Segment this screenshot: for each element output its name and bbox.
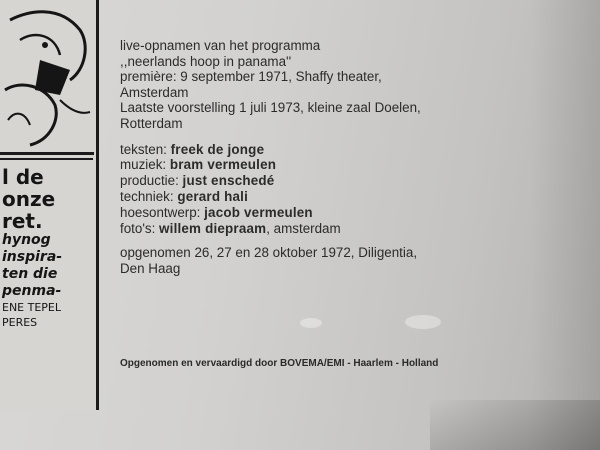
sleeve-credits bbox=[120, 38, 580, 277]
credit-suffix: , amsterdam bbox=[266, 220, 341, 236]
comic-strip bbox=[0, 0, 99, 410]
credit-value: jacob vermeulen bbox=[204, 204, 313, 220]
header-line: live-opnamen van het programma bbox=[120, 38, 321, 53]
credit-value: gerard hali bbox=[177, 188, 248, 204]
credit-label: hoesontwerp: bbox=[120, 204, 205, 220]
credit-productie bbox=[120, 173, 580, 189]
comic-line: l de bbox=[2, 165, 44, 189]
cartoon-figure-drawing bbox=[0, 0, 94, 152]
recording-line: opgenomen 26, 27 en 28 oktober 1972, Diligentia, bbox=[120, 245, 418, 261]
comic-panel-text bbox=[0, 158, 93, 412]
recording-line: Den Haag bbox=[120, 260, 181, 276]
header-line: Amsterdam bbox=[120, 84, 189, 100]
credit-value: willem diepraam bbox=[159, 220, 267, 236]
credit-value: just enschedé bbox=[182, 173, 275, 189]
comic-panel-drawing bbox=[0, 0, 94, 155]
comic-line: onze bbox=[2, 187, 56, 211]
credit-muziek bbox=[120, 157, 580, 173]
header-line: Laatste voorstelling 1 juli 1973, kleine zaal Doelen, bbox=[120, 100, 421, 116]
credit-label: foto's: bbox=[120, 220, 160, 236]
credit-techniek bbox=[120, 189, 580, 205]
manufacturer-footer: Opgenomen en vervaardigd door BOVEMA/EMI - Haarlem - Holland bbox=[120, 358, 439, 369]
header-line: ,,neerlands hoop in panama'' bbox=[120, 53, 292, 69]
comic-line: ten die bbox=[2, 266, 58, 282]
credit-teksten bbox=[120, 142, 580, 158]
credit-label: teksten: bbox=[120, 141, 171, 157]
credit-value: freek de jonge bbox=[170, 141, 265, 157]
credit-value: bram vermeulen bbox=[169, 157, 277, 173]
smudge bbox=[405, 315, 441, 329]
comic-line: inspira- bbox=[2, 249, 63, 265]
credit-label: techniek: bbox=[120, 188, 178, 204]
header-line: Rotterdam bbox=[120, 115, 183, 131]
header-line: première: 9 september 1971, Shaffy theater, bbox=[120, 69, 382, 85]
credit-fotos bbox=[120, 221, 580, 237]
credit-label: muziek: bbox=[120, 157, 170, 173]
comic-line: ret. bbox=[2, 209, 43, 233]
comic-line: penma- bbox=[2, 283, 62, 299]
comic-line: hynog bbox=[2, 232, 51, 248]
shadow-corner bbox=[430, 400, 600, 450]
credit-hoesontwerp bbox=[120, 205, 580, 221]
comic-line: PERES bbox=[2, 316, 38, 329]
credit-label: productie: bbox=[120, 173, 183, 189]
smudge bbox=[300, 318, 322, 328]
comic-line: ENE TEPEL bbox=[2, 301, 62, 314]
